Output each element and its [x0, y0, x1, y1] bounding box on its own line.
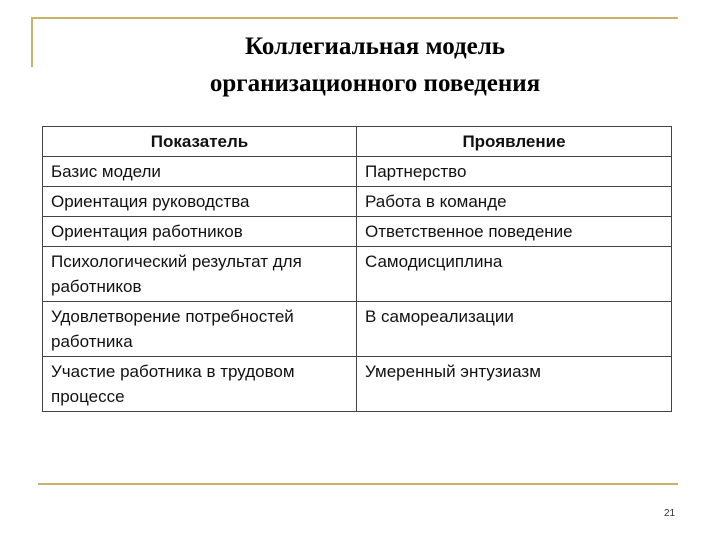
cell-indicator: Удовлетворение потребностей работника: [43, 302, 357, 357]
title-line-1: Коллегиальная модель: [244, 33, 506, 60]
decorative-top-line: [31, 17, 678, 19]
header-manifestation: Проявление: [357, 127, 672, 157]
table-row: [43, 157, 672, 187]
cell-indicator: Психологический результат для работников: [43, 247, 357, 302]
decorative-bottom-line: [38, 483, 678, 485]
cell-indicator: Ориентация работников: [43, 217, 357, 247]
cell-manifestation: Партнерство: [357, 157, 672, 187]
table-row: [43, 217, 672, 247]
cell-manifestation: Умеренный энтузиазм: [357, 357, 672, 412]
cell-indicator: Участие работника в трудовом процессе: [43, 357, 357, 412]
table-row: [43, 187, 672, 217]
decorative-vertical-line: [31, 17, 33, 67]
cell-manifestation: Ответственное поведение: [357, 217, 672, 247]
cell-manifestation: Самодисциплина: [357, 247, 672, 302]
cell-indicator: Базис модели: [43, 157, 357, 187]
table-row: [43, 302, 672, 357]
table-row: [43, 357, 672, 412]
header-indicator: Показатель: [43, 127, 357, 157]
table-header-row: [43, 127, 672, 157]
page-number: 21: [664, 508, 676, 519]
cell-manifestation: Работа в команде: [357, 187, 672, 217]
cell-manifestation: В самореализации: [357, 302, 672, 357]
cell-indicator: Ориентация руководства: [43, 187, 357, 217]
slide-title: [90, 28, 660, 102]
table-row: [43, 247, 672, 302]
title-line-2: организационного поведения: [209, 70, 541, 97]
comparison-table: [42, 126, 672, 412]
